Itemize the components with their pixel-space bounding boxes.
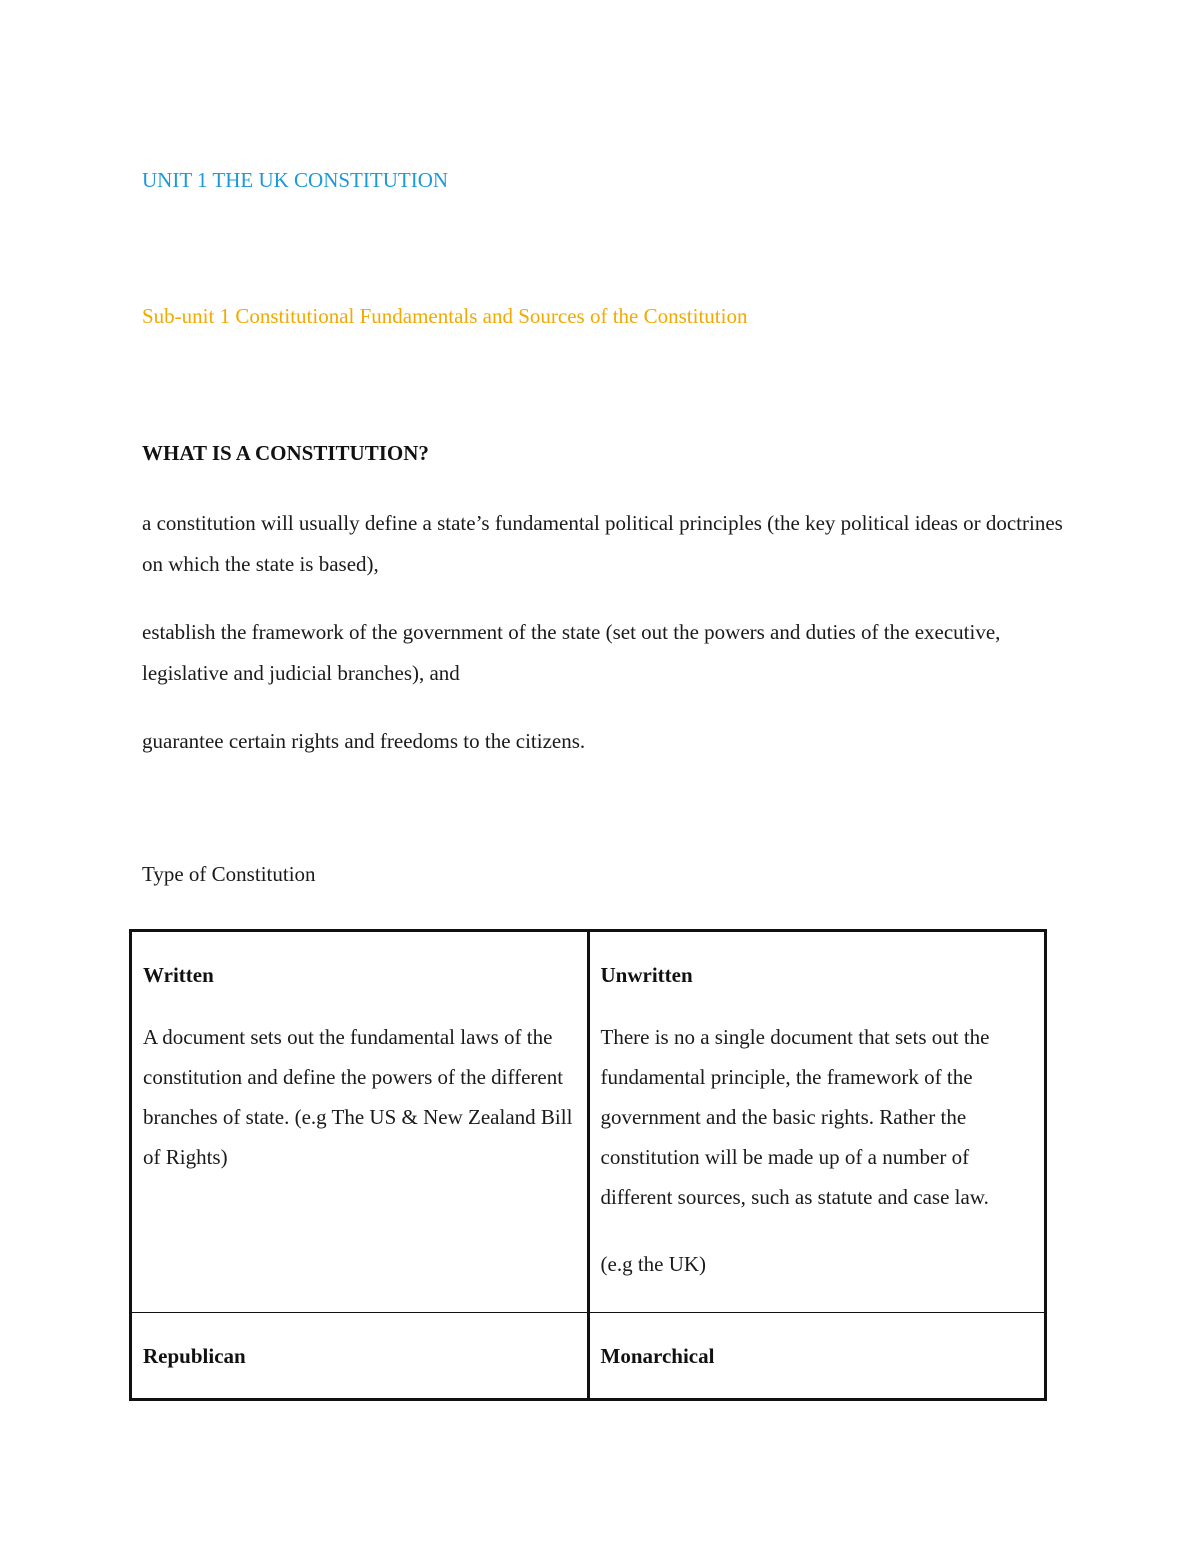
- cell-monarchical: [588, 1313, 1046, 1400]
- paragraph-framework: establish the framework of the government of the state (set out the powers and duties of the executive, legislative and judicial branches), and: [142, 620, 1001, 685]
- table-row: [131, 1313, 1046, 1400]
- cell-unwritten: [588, 931, 1046, 1313]
- cell-heading-written: Written: [143, 963, 214, 987]
- cell-example-unwritten: (e.g the UK): [600, 1252, 707, 1276]
- table-row: [131, 931, 1046, 1313]
- cell-text-unwritten: There is no a single document that sets out the fundamental principle, the framework of the government and the basic rights. Rather the constitution will be made up of a number of different sources, such as statute and case law.: [600, 1025, 990, 1209]
- cell-heading-unwritten: Unwritten: [600, 963, 693, 987]
- cell-text-written: A document sets out the fundamental laws of the constitution and define the powers of the different branches of state. (e.g The US & New Zealand Bill of Rights): [143, 1025, 573, 1169]
- type-of-constitution-label: Type of Constitution: [142, 862, 316, 886]
- subunit-title: Sub-unit 1 Constitutional Fundamentals and Sources of the Constitution: [142, 304, 748, 328]
- constitution-types-table: [129, 929, 1047, 1401]
- cell-heading-republican: Republican: [143, 1344, 246, 1368]
- paragraph-rights: guarantee certain rights and freedoms to the citizens.: [142, 729, 586, 753]
- cell-heading-monarchical: Monarchical: [600, 1344, 715, 1368]
- section-heading: WHAT IS A CONSTITUTION?: [142, 441, 429, 465]
- unit-title: UNIT 1 THE UK CONSTITUTION: [142, 168, 449, 192]
- cell-written: [131, 931, 589, 1313]
- cell-republican: [131, 1313, 589, 1400]
- paragraph-principles: a constitution will usually define a state’s fundamental political principles (the key political ideas or doctrines on which the state is based),: [142, 511, 1063, 576]
